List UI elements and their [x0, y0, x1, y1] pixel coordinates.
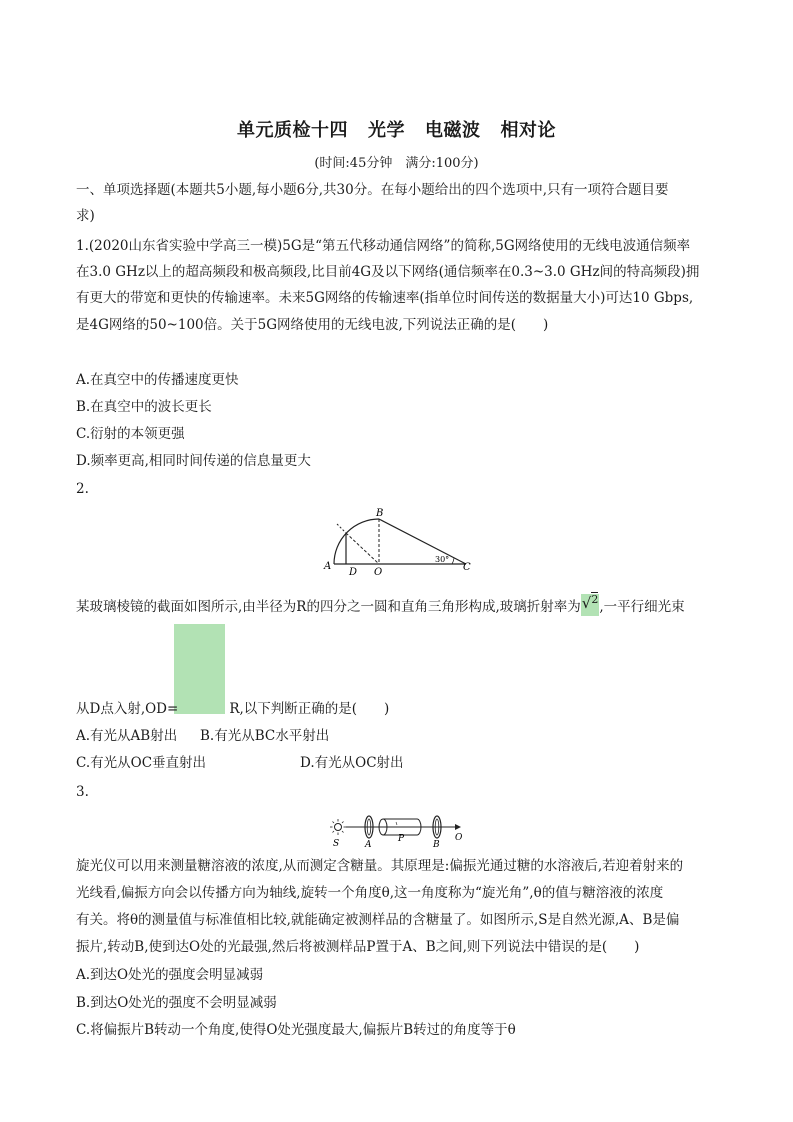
label-o: O [455, 833, 463, 843]
q3-stem-line2: 光线看,偏振方向会以传播方向为轴线,旋转一个角度θ,这一角度称为“旋光角”,θ的值与糖溶液的浓度 [76, 885, 664, 901]
q3-stem-line1: 旋光仪可以用来测量糖溶液的浓度,从而测定含糖量。其原理是:偏振光通过糖的水溶液后,若迎着射来的 [76, 858, 684, 874]
q1-option-b: B.在真空中的波长更长 [76, 399, 212, 415]
q2-stem-text2-after: R,以下判断正确的是( ) [229, 701, 390, 717]
arrow-icon [455, 824, 461, 830]
q3-stem-line3: 有关。将θ的测量值与标准值相比较,就能确定被测样品的含糖量了。如图所示,S是自然光源,A、B是偏 [76, 912, 680, 928]
q3-number: 3. [76, 784, 89, 800]
sqrt-value: 2 [591, 592, 599, 606]
sqrt-icon: √ [581, 593, 592, 612]
q2-stem-line1 [76, 592, 685, 616]
q2-stem-line2 [76, 700, 389, 718]
dashed-radius [346, 533, 379, 564]
label-p: P [398, 834, 405, 844]
label-b: B [433, 840, 440, 850]
q1-stem-line1: 1.(2020山东省实验中学高三一模)5G是“第五代移动通信网络”的简称,5G网络使用的无线电波通信频率 [76, 238, 691, 254]
sqrt-expression [581, 594, 600, 616]
label-c: C [463, 562, 471, 573]
page-title [0, 116, 793, 142]
label-angle: 30° [435, 555, 450, 564]
q3-stem-line4: 振片,转动B,使到达O处的光最强,然后将被测样品P置于A、B之间,则下列说法中错误的是( ) [76, 939, 640, 955]
q1-option-d: D.频率更高,相同时间传递的信息量更大 [76, 453, 311, 469]
light-source-icon [335, 824, 342, 831]
q1-option-c: C.衍射的本领更强 [76, 426, 185, 442]
label-a: A [365, 840, 372, 850]
q2-option-d: D.有光从OC射出 [300, 755, 404, 771]
q1-stem-line3: 有更大的带宽和更快的传输速率。未来5G网络的传输速率(指单位时间传送的数据量大小)可达10 Gbps, [76, 290, 694, 306]
q3-polarimeter-figure [328, 808, 468, 850]
q1-stem-line4: 是4G网络的50~100倍。关于5G网络使用的无线电波,下列说法正确的是( ) [76, 317, 549, 333]
title-part: 单元质检十四 [237, 120, 348, 141]
q1-option-a: A.在真空中的传播速度更快 [76, 372, 239, 388]
label-d: D [349, 567, 358, 575]
q2-prism-figure [320, 500, 480, 575]
exam-info: (时间:45分钟 满分:100分) [314, 156, 479, 171]
q2-number: 2. [76, 481, 89, 497]
label-o: O [374, 567, 383, 575]
q2-stem-text2: 从D点入射,OD= [76, 701, 179, 717]
q2-stem-text: 某玻璃棱镜的截面如图所示,由半径为R的四分之一圆和直角三角形构成,玻璃折射率为 [76, 599, 581, 615]
q2-option-a: A.有光从AB射出 [76, 728, 178, 744]
q2-option-c: C.有光从OC垂直射出 [76, 755, 207, 771]
q1-stem-line2: 在3.0 GHz以上的超高频段和极高频段,比目前4G及以下网络(通信频率在0.3~3.0 GHz间的特高频段)拥 [76, 264, 700, 280]
label-s: S [333, 839, 340, 849]
title-part: 相对论 [500, 120, 556, 141]
title-part: 电磁波 [425, 120, 481, 141]
normal-line [337, 524, 346, 533]
section-header-line1: 一、单项选择题(本题共5小题,每小题6分,共30分。在每小题给出的四个选项中,只有一项符合题目要 [76, 182, 669, 198]
q3-option-a: A.到达O处光的强度会明显减弱 [76, 967, 264, 983]
light-rays [330, 819, 346, 835]
section-header-line2: 求) [76, 208, 95, 224]
title-part: 光学 [368, 120, 405, 141]
q3-option-c: C.将偏振片B转动一个角度,使得O处光强度最大,偏振片B转过的角度等于θ [76, 1022, 516, 1038]
angle-arc [452, 558, 454, 564]
label-b: B [376, 508, 384, 519]
q2-option-b: B.有光从BC水平射出 [200, 728, 330, 744]
prism-hypotenuse [379, 519, 466, 564]
q3-option-b: B.到达O处光的强度不会明显减弱 [76, 995, 277, 1011]
label-a: A [324, 561, 332, 572]
q2-stem-text-after: ,一平行细光束 [599, 599, 685, 615]
